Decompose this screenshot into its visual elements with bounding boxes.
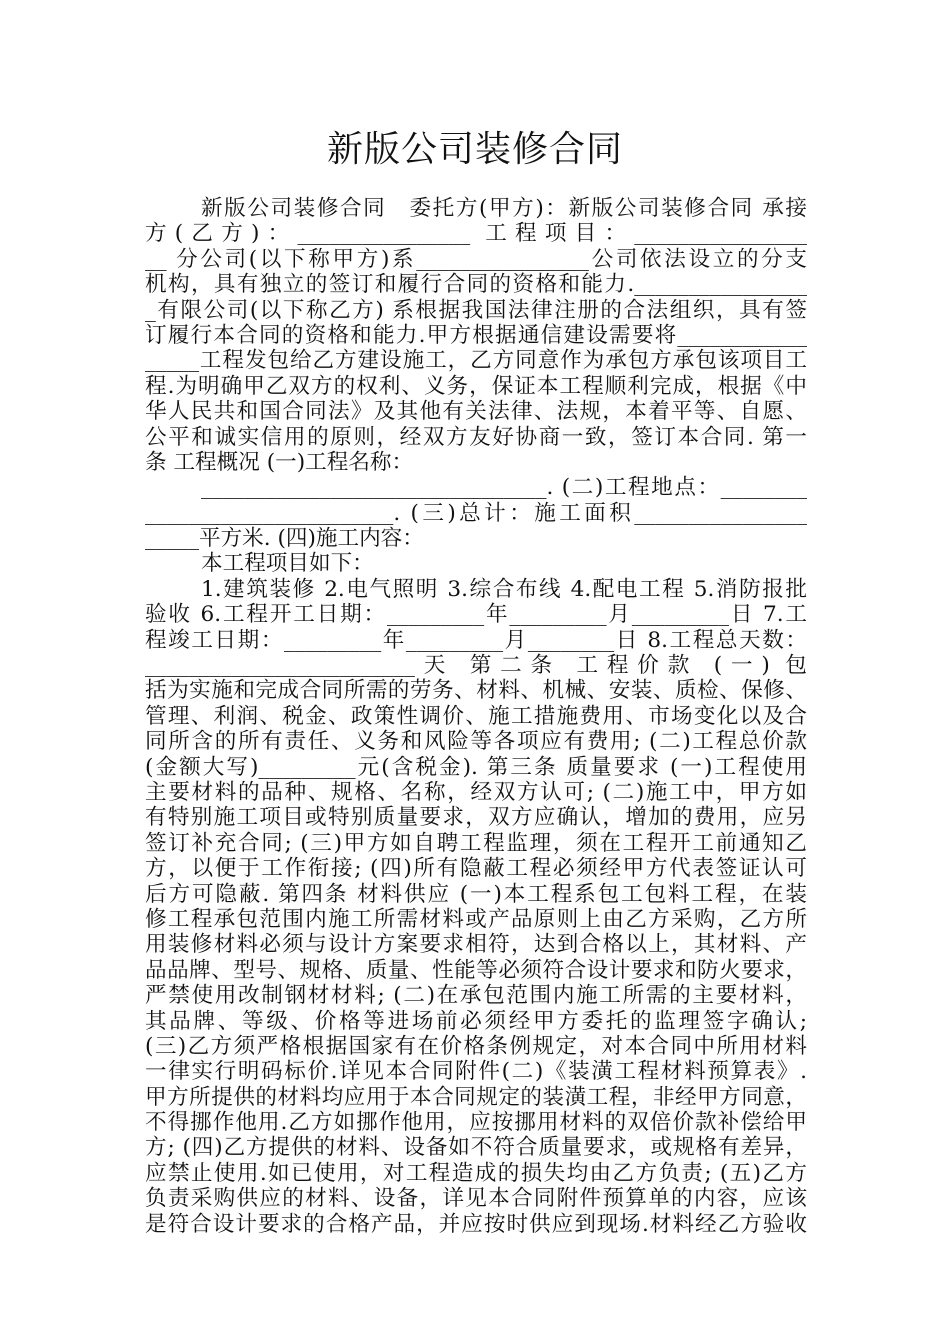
body-line: 程竣工日期：_________年_________月________日 8.工程总天数：: [145, 627, 807, 653]
body-line: 订履行本合同的资格和能力.甲方根据通信建设需要将____________: [145, 322, 807, 348]
body-line: 是符合设计要求的合格产品，并应按时供应到现场.材料经乙方验收: [145, 1211, 807, 1237]
body-line: (三)乙方须严格根据国家有在价格条例规定，对本合同中所用材料: [145, 1033, 807, 1059]
body-line: 品品牌、型号、规格、质量、性能等必须符合设计要求和防火要求，: [145, 957, 807, 983]
body-line: 方; (四)乙方提供的材料、设备如不符合质量要求，或规格有差异，: [145, 1135, 807, 1161]
body-line: 主要材料的品种、规格、名称，经双方认可; (二)施工中，甲方如: [145, 779, 807, 805]
body-line: 新版公司装修合同 委托方(甲方)：新版公司装修合同 承接: [201, 196, 807, 221]
body-line: 方，以便于工作衔接; (四)所有隐蔽工程必须经甲方代表签证认可: [145, 856, 807, 882]
body-line: 本工程项目如下：: [201, 551, 374, 577]
body-line: 其品牌、等级、价格等进场前必须经甲方委托的监理签字确认;: [145, 1008, 807, 1034]
document-title: 新版公司装修合同: [326, 129, 623, 170]
body-line: 严禁使用改制钢材材料; (二)在承包范围内施工所需的主要材料，: [145, 983, 807, 1009]
body-line: 签订补充合同; (三)甲方如自聘工程监理，须在工程开工前通知乙: [145, 830, 807, 856]
body-line: 修工程承包范围内施工所需材料或产品原则上由乙方采购，乙方所: [145, 906, 807, 932]
body-line: 用装修材料必须与设计方案要求相符，达到合格以上，其材料、产: [145, 932, 807, 958]
body-line: 程.为明确甲乙双方的权利、义务，保证本工程顺利完成，根据《中: [145, 373, 807, 399]
body-line: 验收 6.工程开工日期：_________年_________月_________日 7.工: [145, 602, 807, 628]
body-line: 有特别施工项目或特别质量要求，双方应确认，增加的费用，应另: [145, 805, 807, 831]
body-line: _有限公司(以下称乙方) 系根据我国法律注册的合法组织，具有签: [145, 297, 807, 323]
body-line: 1.建筑装修 2.电气照明 3.综合布线 4.配电工程 5.消防报批: [201, 576, 807, 602]
body-line: 公平和诚实信用的原则，经双方友好协商一致，签订本合同. 第一: [145, 424, 807, 450]
body-line: ________________________________. (二)工程地点：________: [201, 475, 807, 501]
body-line: 甲方所提供的材料均应用于本合同规定的装潢工程，非经甲方同意，: [145, 1084, 807, 1110]
body-line: 后方可隐蔽. 第四条 材料供应 (一)本工程系包工包料工程，在装: [145, 881, 807, 907]
body-line: 不得挪作他用.乙方如挪作他用，应按挪用材料的双倍价款补偿给甲: [145, 1110, 807, 1136]
body-line: (金额大写)_________元(含税金). 第三条 质量要求 (一)工程使用: [145, 754, 807, 780]
body-line: _____工程发包给乙方建设施工，乙方同意作为承包方承包该项目工: [145, 348, 807, 374]
body-line: 管理、利润、税金、政策性调价、施工措施费用、市场变化以及合: [145, 703, 807, 729]
body-line: 机构，具有独立的签订和履行合同的资格和能力.________________: [145, 272, 807, 298]
body-line: _____平方米. (四)施工内容：: [145, 526, 424, 552]
body-line: _________________________天 第二条 工程价款 (一) 包: [145, 653, 807, 679]
body-line: 同所含的所有责任、义务和风险等各项应有费用; (二)工程总价款: [145, 729, 807, 755]
body-line: 负责采购供应的材料、设备，详见本合同附件预算单的内容，应该: [145, 1186, 807, 1212]
body-line: 括为实施和完成合同所需的劳务、材料、机械、安装、质检、保修、: [145, 678, 807, 704]
body-line: 方(乙方)：________________ 工程项目：________________: [145, 221, 807, 247]
body-line: __ 分公司(以下称甲方)系________________公司依法设立的分支: [145, 246, 807, 272]
body-line: 应禁止使用.如已使用，对工程造成的损失均由乙方负责; (五)乙方: [145, 1160, 807, 1186]
body-line: _______________________. (三)总计：施工面积________________: [145, 500, 807, 526]
body-line: 条 工程概况 (一)工程名称：: [145, 449, 414, 475]
contract-body: [145, 196, 807, 1237]
body-line: 一律实行明码标价.详见本合同附件(二)《装潢工程材料预算表》.: [145, 1059, 807, 1085]
body-line: 华人民共和国合同法》及其他有关法律、法规，本着平等、自愿、: [145, 399, 807, 425]
